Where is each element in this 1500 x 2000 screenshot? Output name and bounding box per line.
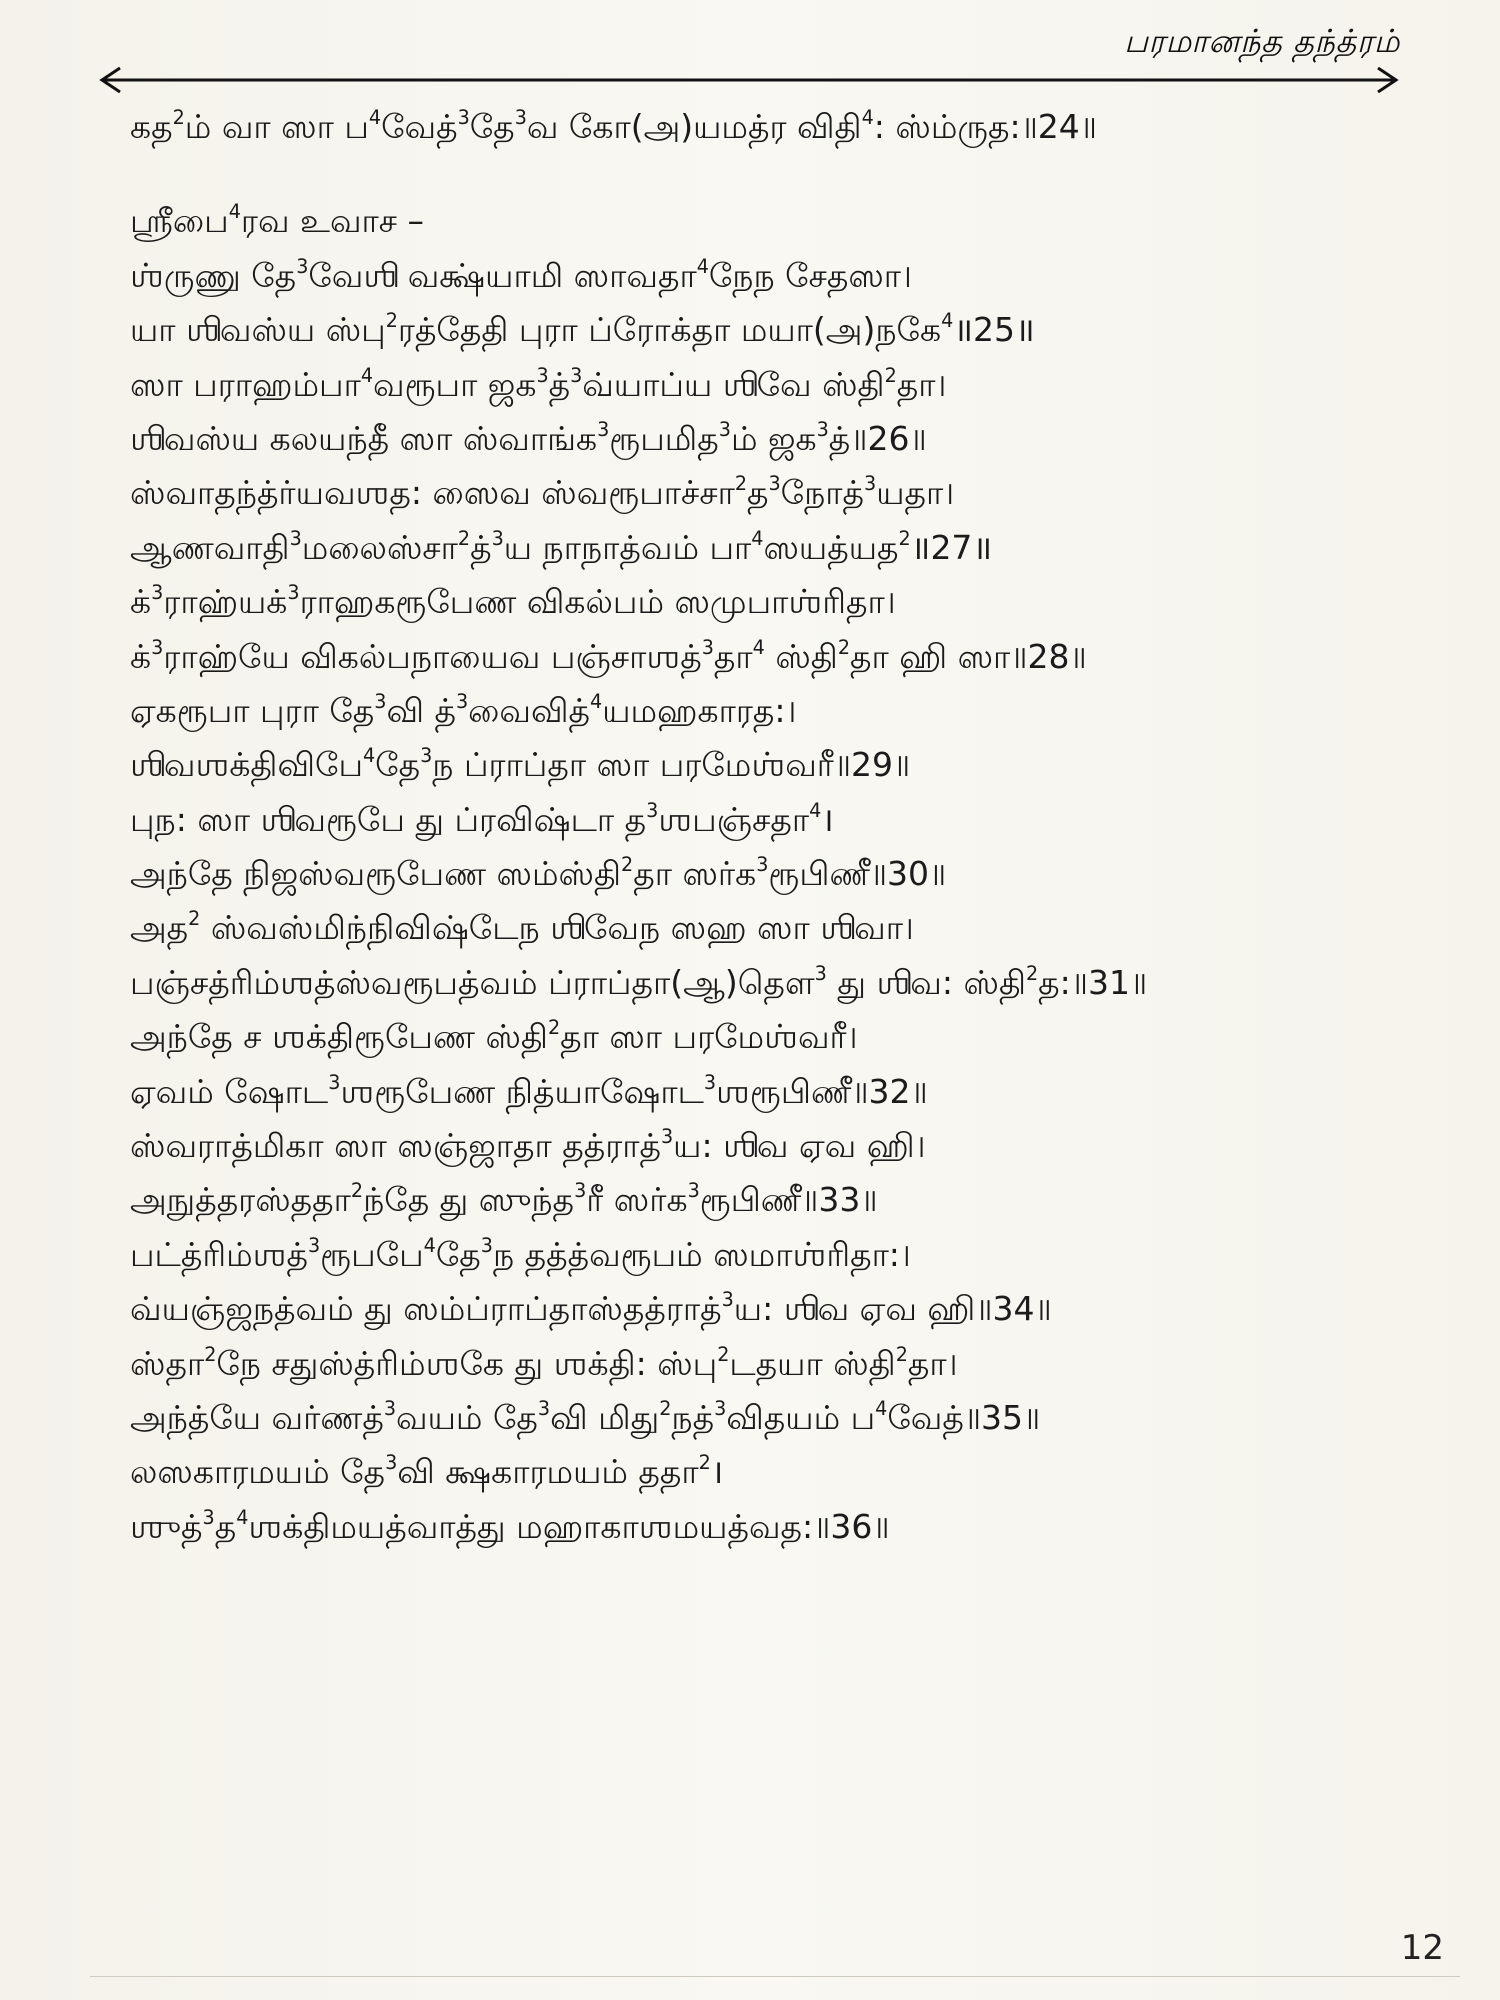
verse-text-block	[130, 100, 1380, 1554]
verse-line: க்$^3$ராஹ்யக்$^3$ராஹகரூபேண விகல்பம் ஸமுபாஶ்ரிதா।	[130, 581, 896, 622]
speaker-heading: ஶ்ரீபை$^4$ரவ உவாச –	[130, 200, 425, 241]
page-number: 12	[1400, 1928, 1444, 1968]
verse-line: அந்தே ச ஶக்திரூபேண ஸ்தி$^2$தா ஸா பரமேஶ்வரீ।	[130, 1016, 858, 1057]
verse-line: ஶுத்$^3$த$^4$ஶக்திமயத்வாத்து மஹாகாஶமயத்வத:॥36॥	[130, 1506, 890, 1546]
verse-line: அந்த்யே வர்ணத்$^3$வயம் தே$^3$வி மிது$^2$நத்$^3$விதயம் ப$^4$வேத்॥35॥	[130, 1397, 1041, 1437]
verse-line: ஶிவஶக்திவிபே$^4$தே$^3$ந ப்ராப்தா ஸா பரமேஶ்வரீ॥29॥	[130, 744, 911, 785]
verse-line: வ்யஞ்ஜநத்வம் து ஸம்ப்ராப்தாஸ்தத்ராத்$^3$ய: ஶிவ ஏவ ஹி॥34॥	[130, 1288, 1052, 1329]
verse-line: ஆணவாதி$^3$மலைஸ்சா$^2$த்$^3$ய நாநாத்வம் பா$^4$ஸயத்யத$^2$॥27॥	[130, 526, 993, 567]
verse-line: ஸா பராஹம்பா$^4$வரூபா ஜக$^3$த்$^3$வ்யாப்ய ஶிவே ஸ்தி$^2$தா।	[130, 363, 947, 404]
verse-line: பட்த்ரிம்ஶத்$^3$ரூபபே$^4$தே$^3$ந தத்த்வரூபம் ஸமாஶ்ரிதா:।	[130, 1234, 911, 1274]
verse-line: அந்தே நிஜஸ்வரூபேண ஸம்ஸ்தி$^2$தா ஸர்க$^3$ரூபிணீ॥30॥	[130, 853, 947, 894]
verse-line-24-end: கத$^2$ம் வா ஸா ப$^4$வேத்$^3$தே$^3$வ கோ(அ)யமத்ர விதி$^4$: ஸ்ம்ருத:॥24॥	[130, 106, 1097, 146]
verse-line: ஸ்வாதந்த்ர்யவஶத: ஸைவ ஸ்வரூபாச்சா$^2$த$^3$நோத்$^3$யதா।	[130, 472, 955, 513]
double-arrow-rule	[98, 60, 1400, 100]
verse-line: ஏகரூபா புரா தே$^3$வி த்$^3$வைவித்$^4$யமஹகாரத:।	[130, 690, 797, 730]
verse-line: அநுத்தரஸ்ததா$^2$ந்தே து ஸுந்த$^3$ரீ ஸர்க$^3$ரூபிணீ॥33॥	[130, 1179, 878, 1220]
verse-line: க்$^3$ராஹ்யே விகல்பநாயைவ பஞ்சாஶத்$^3$தா$^4$ ஸ்தி$^2$தா ஹி ஸா॥28॥	[130, 635, 1087, 676]
verse-line: அத$^2$ ஸ்வஸ்மிந்நிவிஷ்டேந ஶிவேந ஸஹ ஸா ஶிவா।	[130, 907, 914, 948]
verse-line: ஸ்வராத்மிகா ஸா ஸஞ்ஜாதா தத்ராத்$^3$ய: ஶிவ ஏவ ஹி।	[130, 1125, 926, 1166]
verse-line: புந: ஸா ஶிவரூபே து ப்ரவிஷ்டா த$^3$ஶபஞ்சதா$^4$।	[130, 798, 834, 839]
verse-line: லஸகாரமயம் தே$^3$வி க்ஷகாரமயம் ததா$^2$।	[130, 1451, 724, 1492]
footer-divider	[90, 1976, 1460, 1977]
verse-line: ஶ்ருணு தே$^3$வேஶி வக்ஷ்யாமி ஸாவதா$^4$நேந சேதஸா।	[130, 255, 912, 295]
running-header-title: பரமானந்த தந்த்ரம்	[1124, 22, 1400, 60]
verse-line: ஶிவஸ்ய கலயந்தீ ஸா ஸ்வாங்க$^3$ரூபமித$^3$ம் ஜக$^3$த்॥26॥	[130, 418, 927, 458]
verse-line: யா ஶிவஸ்ய ஸ்பு$^2$ரத்தேதி புரா ப்ரோக்தா மயா(அ)நகே$^4$॥25॥	[130, 309, 1035, 350]
verse-line: பஞ்சத்ரிம்ஶத்ஸ்வரூபத்வம் ப்ராப்தா(ஆ)தௌ$^3$ து ஶிவ: ஸ்தி$^2$த:॥31॥	[130, 962, 1148, 1002]
verse-line: ஸ்தா$^2$நே சதுஸ்த்ரிம்ஶகே து ஶக்தி: ஸ்பு$^2$டதயா ஸ்தி$^2$தா।	[130, 1342, 958, 1383]
verse-line: ஏவம் ஷோட$^3$ஶரூபேண நித்யாஷோட$^3$ஶரூபிணீ॥32॥	[130, 1070, 928, 1111]
